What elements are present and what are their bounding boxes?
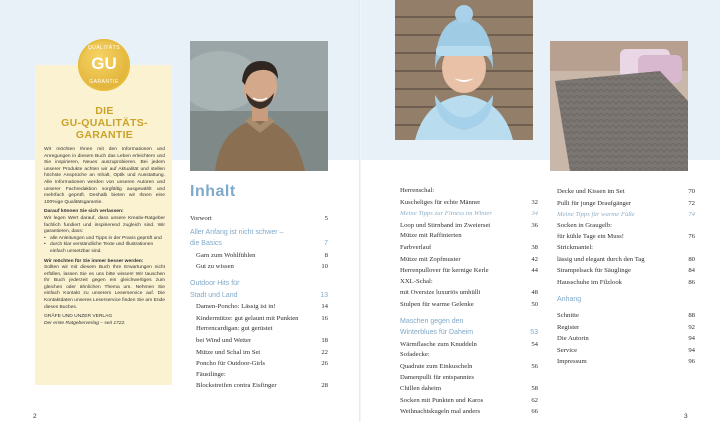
toc-section-heading: Outdoor Hits für: [190, 279, 240, 287]
toc-entry[interactable]: Die Autorin 94: [557, 335, 695, 343]
toc-section-entry[interactable]: Stadt und Land 13: [190, 291, 328, 299]
toc-entry[interactable]: Mütze mit Zopfmuster 42: [400, 255, 538, 263]
quality-guarantee-box: [35, 65, 172, 385]
toc-entry[interactable]: Service 94: [557, 346, 695, 354]
guarantee-heading-1: Darauf können Sie sich verlassen:: [44, 209, 124, 215]
toc-section-heading: Maschen gegen den: [400, 317, 464, 325]
guarantee-paragraph-2: Sollten wir mit diesem Buch Ihre Erwartungen nicht erfüllen, lassen Sie es uns bitte wissen! Wir tauschen Ihr Buch jederzeit gegen ein gleichwertiges zum gleichen oder ähnlichen Thema um. Nehmen Sie einfach Kontakt zu unserem Leserservice auf. Die Kontaktdaten unseres Leserservice finden Sie am Ende dieses Buches.: [44, 265, 165, 310]
book-gutter: [359, 0, 361, 422]
photo-knitted-blanket: [550, 41, 688, 171]
toc-entry[interactable]: Stulpen für warme Gelenke 50: [400, 300, 538, 308]
toc-entry[interactable]: Weihnachtskugeln mal anders 66: [400, 408, 538, 416]
toc-section-entry[interactable]: die Basics 7: [190, 240, 328, 248]
toc-entry[interactable]: Kindermütze: gut gelaunt mit Punkten 16: [196, 314, 328, 322]
toc-entry[interactable]: Impressum 96: [557, 358, 695, 366]
seal-mark: GU: [91, 54, 117, 73]
toc-entry-line: Strickmantel:: [557, 243, 594, 251]
toc-entry[interactable]: Blockstreifen contra Eisfinger 28: [196, 382, 328, 390]
guarantee-title-line1: DIE: [95, 105, 114, 117]
publisher-name: GRÄFE UND UNZER VERLAG: [44, 314, 113, 320]
quality-seal-icon: [78, 39, 130, 91]
guarantee-intro: Wir möchten Ihnen mit den Informationen und Anregungen in diesem Buch das Leben erleichtern und Sie inspirieren, Neues auszuprobieren. Bei jedem unserer Produkte achten wir auf Aktualität und stellen höchste Ansprüche an Inhalt, Optik und Ausstattung. Alle Informationen werden von unseren Autoren und unserer Fachredaktion sorgfältig ausgewählt und mehrfach geprüft. Deshalb bieten wir Ihnen eine 100%ige Qualitätsgarantie.: [44, 147, 165, 205]
toc-entry[interactable]: Quadrate zum Einkuscheln 56: [400, 362, 538, 370]
guarantee-heading-2: Wir möchten für Sie immer besser werden:: [44, 258, 144, 264]
toc-entry[interactable]: Farbverlauf 38: [400, 243, 538, 251]
page-number-left: 2: [33, 413, 37, 420]
toc-entry-line: Socken in Graugelb:: [557, 221, 612, 229]
toc-column-2: [400, 186, 538, 418]
toc-entry-line: Herrenschal:: [400, 187, 435, 194]
toc-entry[interactable]: Wärmflasche zum Knuddeln 54: [400, 340, 538, 348]
toc-entry-line: Sofadecke:: [400, 351, 430, 359]
toc-entry[interactable]: mit Oversize luxuriös umhüllt 48: [400, 289, 538, 297]
guarantee-title: [44, 105, 165, 141]
toc-entry[interactable]: Gut zu wissen 10: [196, 263, 328, 271]
toc-entry[interactable]: Kuscheliges für echte Männer 32: [400, 198, 538, 206]
toc-entry[interactable]: für kühle Tage ein Muss! 76: [557, 233, 695, 241]
seal-top-text: QUALITÄTS: [87, 45, 121, 51]
toc-entry[interactable]: Vorwort 5: [190, 215, 328, 222]
toc-entry[interactable]: Poncho für Outdoor-Girls 26: [196, 360, 328, 368]
toc-entry[interactable]: Damen-Poncho: Lässig ist in! 14: [196, 303, 328, 311]
guarantee-bullet: • alle Anleitungen und Tipps in der Praxis geprüft und: [44, 236, 165, 243]
toc-title: Inhalt: [190, 183, 236, 200]
toc-entry[interactable]: Herrenpullover für kernige Kerle 44: [400, 267, 538, 275]
toc-entry-line: Damenpulli für entspanntes: [400, 373, 474, 381]
toc-entry[interactable]: Socken mit Punkten und Karos 62: [400, 396, 538, 404]
guarantee-title-line3: GARANTIE: [75, 129, 134, 141]
toc-column-1: [190, 213, 328, 392]
seal-bottom-text: GARANTIE: [89, 79, 119, 85]
toc-entry-line: XXL-Schal:: [400, 277, 433, 285]
toc-entry-line: Mütze mit Raffinierten: [400, 232, 462, 240]
toc-entry-line: Fäustlinge:: [196, 370, 226, 378]
toc-section-heading: Aller Anfang ist nicht schwer –: [190, 228, 284, 236]
toc-tip-entry[interactable]: Meine Tipps für warme Füße 74: [557, 211, 695, 219]
toc-entry[interactable]: Strampelsack für Säuglinge 84: [557, 267, 695, 275]
toc-column-3: [557, 186, 695, 368]
toc-entry[interactable]: Pulli für junge Draufgänger 72: [557, 199, 695, 207]
publisher-tagline: Der erste Ratgeberverlag – seit 1722.: [44, 320, 126, 326]
guarantee-title-line2: GU-QUALITÄTS-: [61, 117, 148, 129]
toc-entry[interactable]: Chillen daheim 58: [400, 385, 538, 393]
toc-section-entry[interactable]: Winterblues für Daheim 53: [400, 329, 538, 337]
toc-tip-entry[interactable]: Meine Tipps zur Fitness im Winter 34: [400, 210, 538, 218]
toc-entry[interactable]: bei Wind und Wetter 18: [196, 336, 328, 344]
guarantee-bullet-list: [44, 236, 165, 256]
toc-section-heading-anhang[interactable]: Anhang: [557, 296, 582, 304]
toc-entry[interactable]: Mütze und Schal im Set 22: [196, 348, 328, 356]
photo-woman-blue-hat: [395, 0, 533, 140]
toc-entry[interactable]: Garn zum Wohlfühlen 8: [196, 251, 328, 259]
guarantee-bullet: • durch klar verständliche Texte und Illustrationen einfach umsetzbar sind.: [44, 242, 165, 255]
page-number-right: 3: [684, 413, 688, 420]
toc-entry[interactable]: Hausschuhe im Filzlook 86: [557, 278, 695, 286]
toc-entry[interactable]: lässig und elegant durch den Tag 80: [557, 255, 695, 263]
toc-entry[interactable]: Register 92: [557, 323, 695, 331]
toc-entry[interactable]: Loop und Stirnband im Zweierset 36: [400, 221, 538, 229]
photo-man-sweater: [190, 41, 328, 171]
toc-entry-line: Herrencardigan: gut gerüstet: [196, 325, 273, 333]
toc-entry[interactable]: Decke und Kissen im Set 70: [557, 188, 695, 195]
toc-entry[interactable]: Schnitte 88: [557, 311, 695, 319]
guarantee-paragraph-1: Wir legen Wert darauf, dass unsere Kreativ-Ratgeber fachlich fundiert und inspirierend zugleich sind. Wir garantieren, dass:: [44, 215, 165, 235]
